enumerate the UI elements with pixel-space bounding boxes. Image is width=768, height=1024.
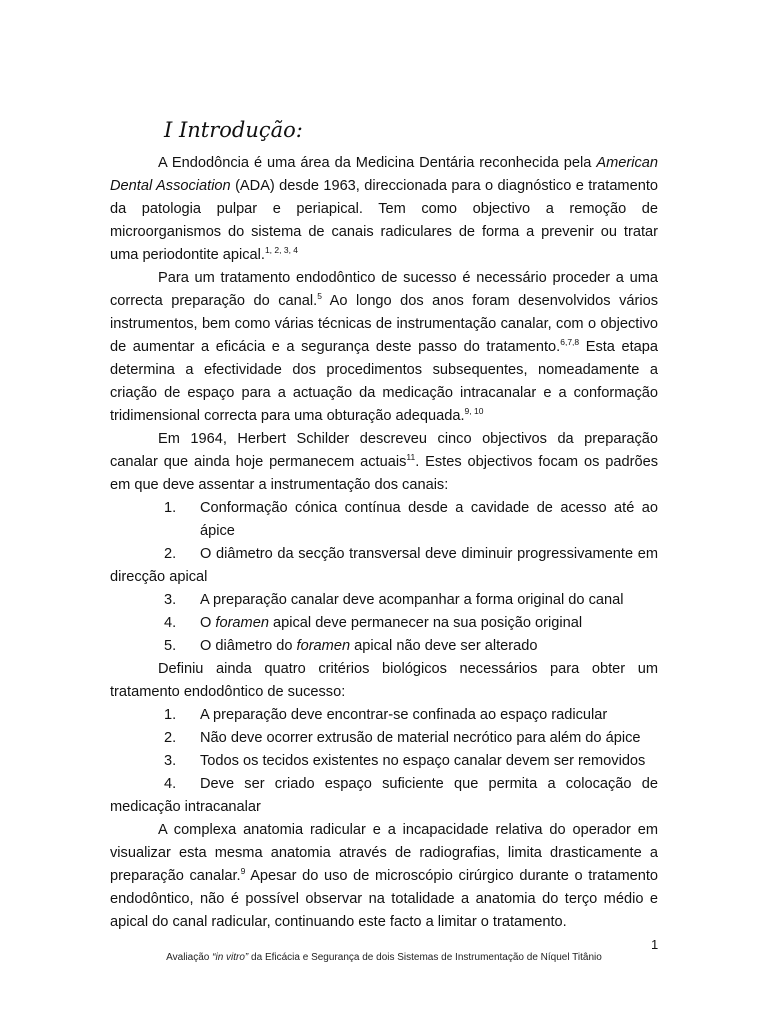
list-text: Conformação cónica contínua desde a cavidade de acesso até ao ápice: [200, 500, 658, 539]
italic-run: foramen: [215, 615, 269, 631]
list-item: [110, 773, 658, 819]
text-run: . Estes objectivos focam os padrões em que deve assentar a instrumentação dos canais:: [110, 454, 658, 493]
list-item: [110, 589, 658, 612]
text-run: (ADA) desde 1963, direccionada para o diagnóstico e tratamento da patologia pulpar e periapical. Tem como objectivo a remoção de microorganismos do sistema de canais radiculares de forma a prevenir ou tratar uma periodontite apical.: [110, 178, 658, 263]
italic-run: American Dental Association: [110, 155, 658, 194]
list-text: Não deve ocorrer extrusão de material necrótico para além do ápice: [200, 730, 641, 746]
list-number: 4.: [164, 615, 177, 631]
list-item: [110, 497, 658, 543]
text-run: A complexa anatomia radicular e a incapacidade relativa do operador em visualizar esta mesma anatomia através de radiografias, limita drasticamente a preparação canalar.: [110, 822, 658, 884]
citation: 1, 2, 3, 4: [264, 245, 299, 256]
paragraph-schilder: [110, 428, 658, 497]
paragraph-anatomy: [110, 819, 658, 934]
citation: 11: [406, 452, 416, 463]
body-text: [110, 152, 658, 934]
italic-run: foramen: [296, 638, 351, 654]
footer-text: Avaliação: [166, 952, 213, 963]
list-text: O diâmetro do: [200, 638, 297, 654]
list-text: Deve ser criado espaço suficiente que permita a colocação de medicação intracanalar: [110, 776, 658, 815]
list-number: 1.: [164, 500, 177, 516]
section-heading: I Introdução:: [164, 118, 303, 142]
footer-text: da Eficácia e Segurança de dois Sistemas de Instrumentação de Níquel Titânio: [248, 952, 602, 963]
paragraph-intro: [110, 152, 658, 267]
list-item: [110, 612, 658, 635]
footer-italic: “in vitro”: [212, 952, 249, 963]
list-item: [110, 635, 658, 658]
list-text: A preparação deve encontrar-se confinada ao espaço radicular: [200, 707, 608, 723]
list-number: 3.: [164, 753, 177, 769]
page-number: 1: [651, 937, 659, 952]
citation: 9: [240, 866, 246, 877]
text-run: Em 1964, Herbert Schilder descreveu cinco objectivos da preparação canalar que ainda hoje permanecem actuais: [110, 431, 658, 470]
citation: 6,7,8: [560, 337, 580, 348]
paragraph-preparation: [110, 267, 658, 428]
text-run: Para um tratamento endodôntico de sucesso é necessário proceder a uma correcta preparação do canal.: [110, 270, 658, 309]
list-number: 2.: [164, 730, 177, 746]
list-text: apical deve permanecer na sua posição original: [268, 615, 583, 631]
paragraph-criteria: Definiu ainda quatro critérios biológicos necessários para obter um tratamento endodôntico de sucesso:: [110, 661, 658, 700]
list-item: [110, 727, 658, 750]
list-number: 4.: [164, 776, 177, 792]
text-run: Esta etapa determina a efectividade dos procedimentos subsequentes, nomeadamente a criação de espaço para a actuação da medicação intracanalar e a conformação tridimensional correcta para uma obturação adequada.: [110, 339, 658, 424]
text-run: Ao longo dos anos foram desenvolvidos vários instrumentos, bem como várias técnicas de instrumentação canalar, com o objectivo de aumentar a eficácia e a segurança deste passo do tratamento.: [110, 293, 659, 355]
list-number: 1.: [164, 707, 177, 723]
text-run: A Endodôncia é uma área da Medicina Dentária reconhecida pela: [158, 155, 597, 171]
list-text: apical não deve ser alterado: [350, 638, 538, 654]
list-text: O: [200, 615, 216, 631]
list-item: [110, 750, 658, 773]
text-run: Apesar do uso de microscópio cirúrgico durante o tratamento endodôntico, não é possível observar na totalidade a anatomia do terço médio e apical do canal radicular, continuando este facto a limitar o tratamento.: [110, 868, 659, 930]
citation: 5: [317, 291, 322, 302]
list-text: A preparação canalar deve acompanhar a forma original do canal: [200, 592, 624, 608]
list-text: O diâmetro da secção transversal deve diminuir progressivamente em direcção apical: [110, 546, 658, 585]
citation: 9, 10: [464, 406, 484, 417]
list-number: 2.: [164, 546, 177, 562]
list-text: Todos os tecidos existentes no espaço canalar devem ser removidos: [200, 753, 646, 769]
page-footer: [0, 952, 768, 963]
list-item: [110, 543, 658, 589]
list-number: 3.: [164, 592, 177, 608]
list-number: 5.: [164, 638, 177, 654]
list-item: [110, 704, 658, 727]
